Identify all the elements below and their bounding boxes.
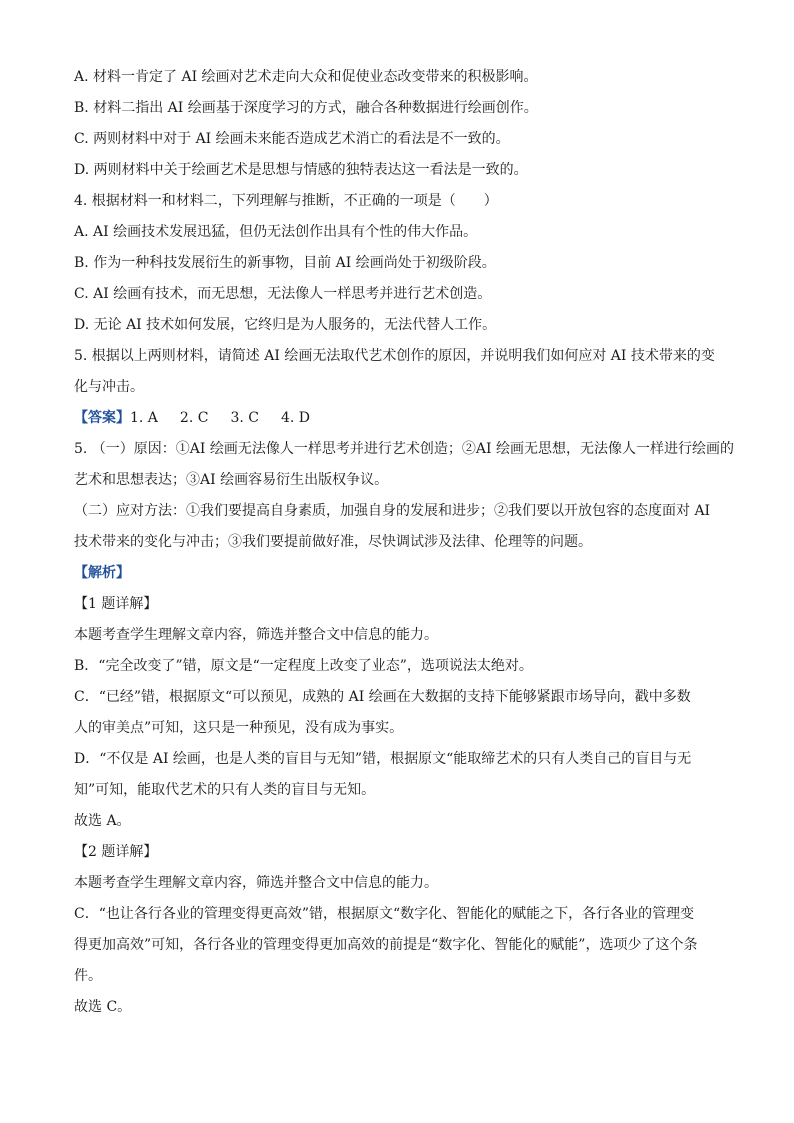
answer-q5-part2-line-1: （二）应对方法：①我们要提高自身素质，加强自身的发展和进步；②我们要以开放包容的态度面对 AI: [74, 503, 711, 519]
q1-option-c-analysis-line-2: 人的审美点”可知，这只是一种预见，没有成为事实。: [74, 720, 404, 736]
q4-stem: 4. 根据材料一和材料二，下列理解与推断，不正确的一项是（ ）: [74, 193, 498, 209]
q4-option-b: B. 作为一种科技发展衍生的新事物，目前 AI 绘画尚处于初级阶段。: [74, 255, 496, 271]
answer-q5-part2-line-2: 技术带来的变化与冲击；③我们要提前做好准，尽快调试涉及法律、伦理等的问题。: [74, 534, 592, 550]
q2-option-c-analysis-line-2: 得更加高效”可知，各行各业的管理变得更加高效的前提是“数字化、智能化的赋能”，选项少了这个条: [74, 937, 698, 953]
answer-q5-part1-line-2: 艺术和思想表达；③AI 绘画容易衍生出版权争议。: [74, 472, 389, 488]
answer-key: [74, 403, 724, 434]
q4-option-d: D. 无论 AI 技术如何发展，它终归是为人服务的，无法代替人工作。: [74, 317, 497, 333]
answer-tag: 【答案】: [74, 410, 130, 426]
q1-conclusion: 故选 A。: [74, 813, 131, 829]
q2-intro: 本题考查学生理解文章内容，筛选并整合文中信息的能力。: [74, 875, 438, 891]
q1-intro: 本题考查学生理解文章内容，筛选并整合文中信息的能力。: [74, 627, 438, 643]
q1-option-b-analysis: B．“完全改变了”错，原文是“一定程度上改变了业态”，选项说法太绝对。: [74, 658, 533, 674]
q3-option-d: D. 两则材料中关于绘画艺术是思想与情感的独特表达这一看法是一致的。: [74, 162, 528, 178]
q1-option-d-analysis-line-1: D．“不仅是 AI 绘画，也是人类的盲目与无知”错，根据原文“能取缔艺术的只有人类自己的盲目与无: [74, 751, 692, 767]
q4-option-a: A. AI 绘画技术发展迅猛，但仍无法创作出具有个性的伟大作品。: [74, 224, 478, 240]
answer-item-1: 1. A: [130, 410, 158, 426]
q1-heading: 【1 题详解】: [74, 596, 158, 612]
q1-option-c-analysis-line-1: C．“已经”错，根据原文“可以预见，成熟的 AI 绘画在大数据的支持下能够紧跟市场导向，戳中多数: [74, 689, 691, 705]
analysis-tag: 【解析】: [74, 565, 130, 581]
q4-option-c: C. AI 绘画有技术，而无思想，无法像人一样思考并进行艺术创造。: [74, 286, 492, 302]
q5-stem-line-1: 5. 根据以上两则材料，请简述 AI 绘画无法取代艺术创作的原因，并说明我们如何应对 AI 技术带来的变: [74, 348, 715, 364]
q2-option-c-analysis-line-3: 件。: [74, 968, 102, 984]
answer-item-4: 4. D: [280, 410, 311, 426]
q2-conclusion: 故选 C。: [74, 999, 132, 1015]
q5-stem-line-2: 化与冲击。: [74, 379, 144, 395]
answer-q5-part1-line-1: 5. （一）原因：①AI 绘画无法像人一样思考并进行艺术创造；②AI 绘画无思想，无法像人一样进行绘画的: [74, 441, 734, 457]
q3-option-a: A. 材料一肯定了 AI 绘画对艺术走向大众和促使业态改变带来的积极影响。: [74, 69, 538, 85]
q2-option-c-analysis-line-1: C．“也让各行各业的管理变得更高效”错，根据原文“数字化、智能化的赋能之下，各行各业的管理变: [74, 906, 695, 922]
q3-option-c: C. 两则材料中对于 AI 绘画未来能否造成艺术消亡的看法是不一致的。: [74, 131, 510, 147]
document-page: [74, 62, 734, 1023]
answer-item-2: 2. C: [179, 410, 209, 426]
q2-heading: 【2 题详解】: [74, 844, 158, 860]
q1-option-d-analysis-line-2: 知”可知，能取代艺术的只有人类的盲目与无知。: [74, 782, 376, 798]
answer-item-3: 3. C: [230, 410, 259, 426]
q3-option-b: B. 材料二指出 AI 绘画基于深度学习的方式，融合各种数据进行绘画创作。: [74, 100, 538, 116]
